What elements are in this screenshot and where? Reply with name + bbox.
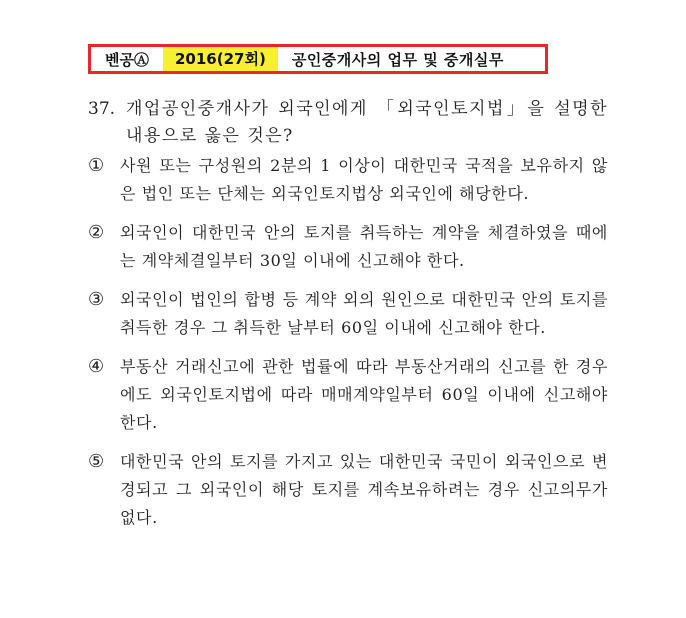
exam-header	[88, 44, 548, 74]
option-text: 외국인이 법인의 합병 등 계약 외의 원인으로 대한민국 안의 토지를 취득한 경우 그 취득한 날부터 60일 이내에 신고해야 한다.	[120, 290, 608, 337]
option-text: 대한민국 안의 토지를 가지고 있는 대한민국 국민이 외국인으로 변경되고 그 외국인이 해당 토지를 계속보유하려는 경우 신고의무가 없다.	[120, 452, 608, 527]
question-text: 개업공인중개사가 외국인에게 「외국인토지법」을 설명한 내용으로 옳은 것은?	[126, 99, 608, 146]
option-number: ⑤	[88, 451, 105, 472]
answer-option-4[interactable]	[88, 353, 608, 437]
subject-title: 공인중개사의 업무 및 중개실무	[291, 50, 504, 69]
option-number: ②	[88, 222, 105, 243]
option-text: 부동산 거래신고에 관한 법률에 따라 부동산거래의 신고를 한 경우에도 외국인토지법에 따라 매매계약일부터 60일 이내에 신고해야 한다.	[120, 357, 608, 432]
answer-options	[88, 152, 608, 543]
exam-year-badge: 2016(27회)	[163, 47, 278, 71]
question-number: 37.	[88, 99, 116, 119]
answer-option-2[interactable]	[88, 219, 608, 275]
answer-option-5[interactable]	[88, 448, 608, 532]
question	[88, 96, 608, 150]
answer-option-1[interactable]	[88, 152, 608, 208]
source-label: 벤공Ⓐ	[105, 50, 149, 69]
answer-option-3[interactable]	[88, 286, 608, 342]
option-text: 외국인이 대한민국 안의 토지를 취득하는 계약을 체결하였을 때에는 계약체결일부터 30일 이내에 신고해야 한다.	[120, 223, 608, 270]
option-number: ④	[88, 356, 105, 377]
option-number: ①	[88, 155, 105, 176]
option-number: ③	[88, 289, 105, 310]
option-text: 사원 또는 구성원의 2분의 1 이상이 대한민국 국적을 보유하지 않은 법인 또는 단체는 외국인토지법상 외국인에 해당한다.	[120, 156, 608, 203]
